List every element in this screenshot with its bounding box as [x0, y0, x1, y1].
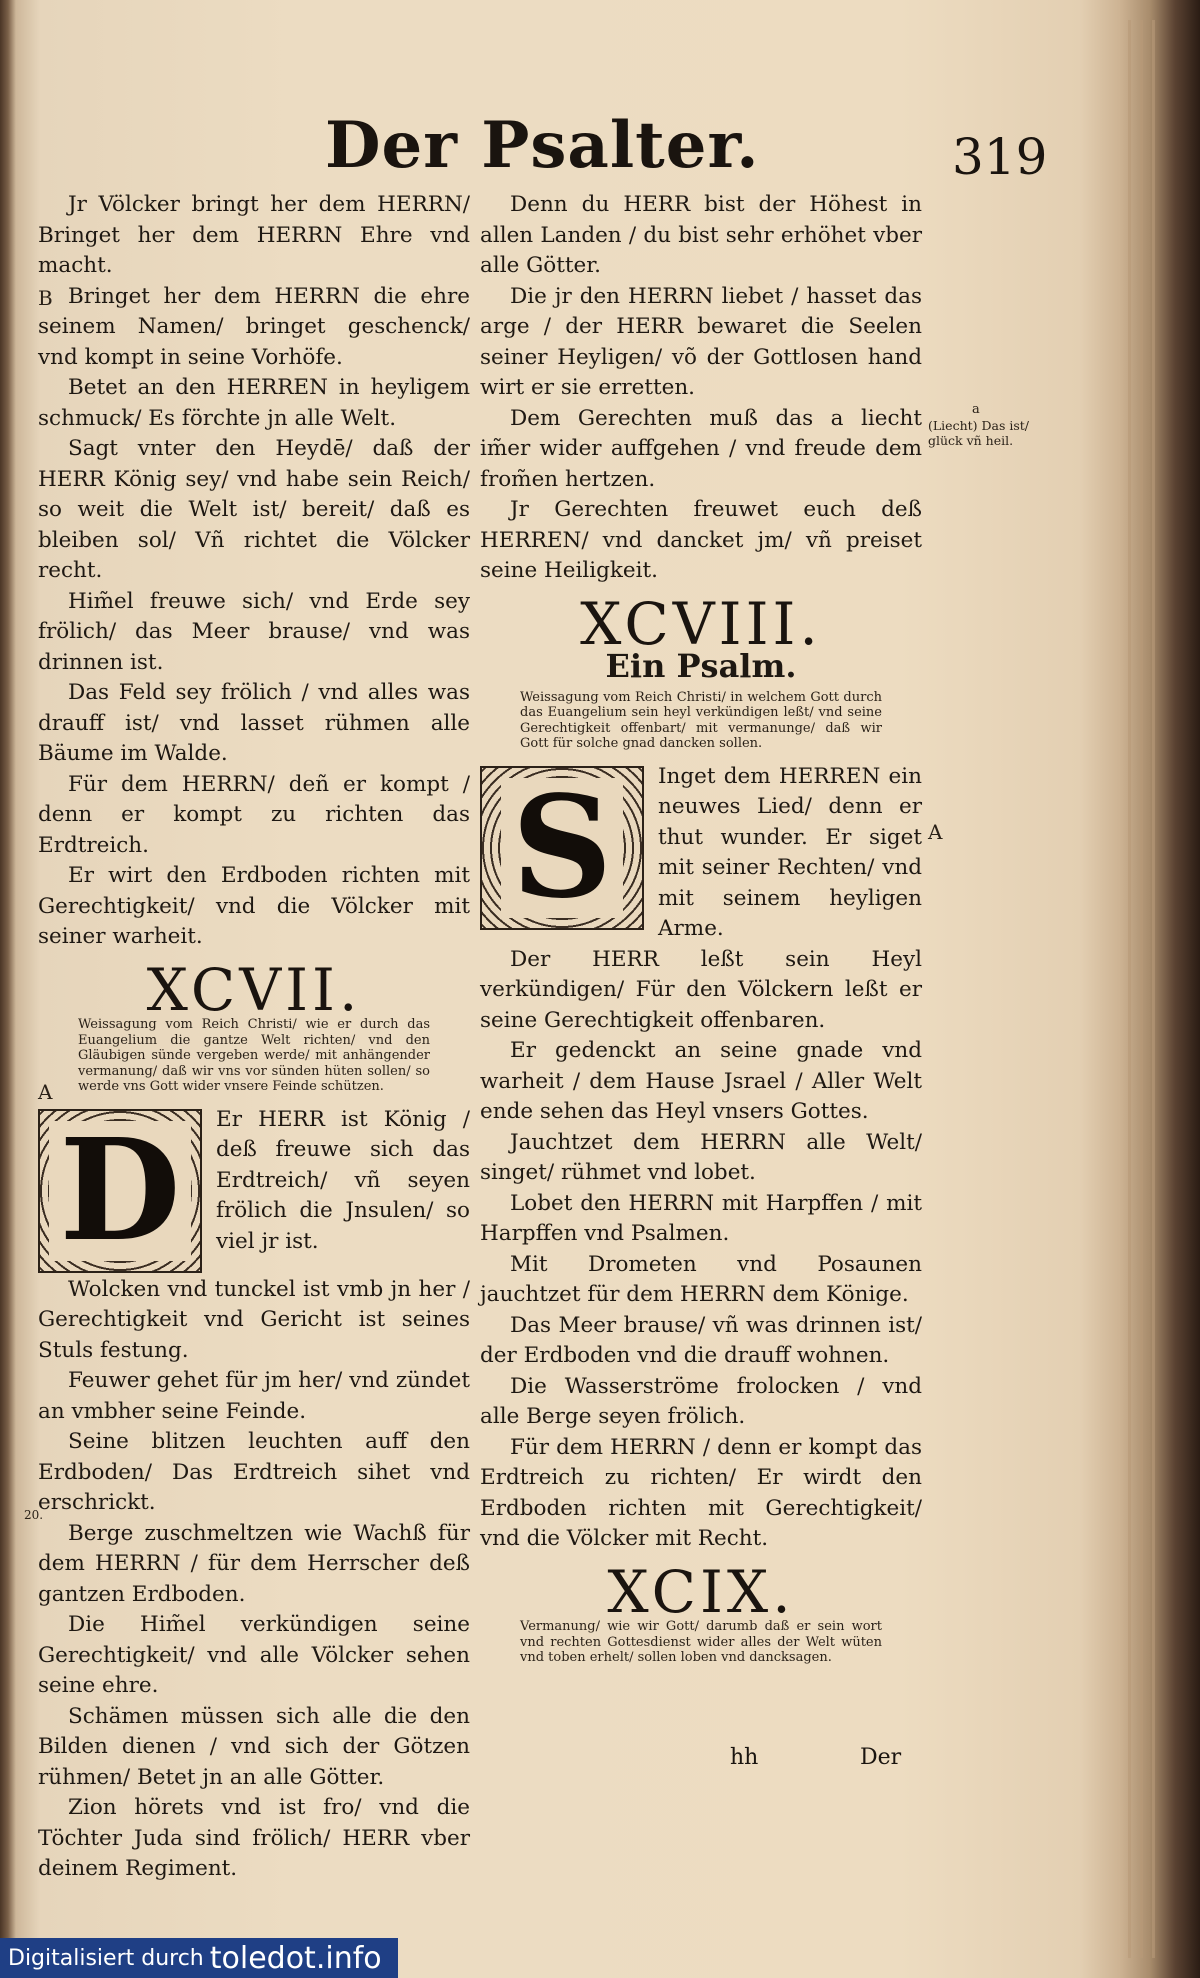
verse-paragraph: Zion hörets vnd ist fro/ vnd die Töchter Juda sind frölich/ HERR vber deinem Regiment. — [38, 1795, 470, 1881]
margin-note: (Liecht) Das ist/ glück vñ heil. — [928, 418, 1030, 448]
psalm-98-summary: Weissagung vom Reich Christi/ in welchem Gott durch das Euangelium sein heyl verkündigen leßt/ vnd seine Gerechtigkeit offenbart/ mit vermanunge/ daß wir Gott für solche gnad dancken sollen. — [520, 689, 882, 751]
psalm-number-98: XCVIII. — [580, 589, 822, 658]
verse-paragraph: Dem Gerechten muß das a liecht im̃er wider auffgehen / vnd freude dem from̃en hertzen. — [480, 405, 922, 492]
running-title: Der Psalter. — [325, 108, 760, 183]
psalm-number-97: XCVII. — [146, 955, 362, 1024]
page-number: 319 — [952, 128, 1048, 186]
verse-paragraph: Für dem HERRN / denn er kompt das Erdtreich zu richten/ Er wirdt den Erdboden richten mit Gerechtigkeit/ vnd die Völcker mit Recht. — [480, 1434, 922, 1551]
page-edge — [1140, 20, 1143, 1958]
decorated-initial-s: S — [480, 766, 644, 930]
psalm-98-first-verse: Inget dem HERREN ein neuwes Lied/ denn er thut wunder. Er siget mit seiner Rechten/ vnd mit seinem heyligen Arme. — [658, 763, 922, 941]
verse-paragraph: Die Wasserströme frolocken / vnd alle Berge seyen frölich. — [480, 1373, 922, 1429]
verse-paragraph: Bringet her dem HERRN die ehre seinem Namen/ bringet geschenck/ vnd kompt in seine Vorhöfe. — [38, 283, 470, 370]
psalm-98-opening — [480, 762, 922, 945]
psalm-97-summary: Weissagung vom Reich Christi/ wie er durch das Euangelium die gantze Welt richten/ vnd den Gläubigen sünde vergeben werde/ mit anhängender vermanung/ daß wir vns vor sünden hüten sollen/ so werde vns Gott wider vnsere Feinde schützen. — [78, 1017, 430, 1094]
verse-paragraph: Denn du HERR bist der Höhest in allen Landen / du bist sehr erhöhet vber alle Götter. — [480, 192, 922, 278]
verse-paragraph: Für dem HERRN/ deñ er kompt / denn er kompt zu richten das Erdtreich. — [38, 771, 470, 858]
digitization-banner[interactable] — [0, 1938, 398, 1978]
psalm-number-99: XCIX. — [607, 1557, 795, 1626]
verse-paragraph: Jr Gerechten freuwet euch deß HERREN/ vnd dancket jm/ vñ preiset seine Heiligkeit. — [480, 497, 922, 583]
right-column — [480, 190, 922, 1676]
banner-label: Digitalisiert durch — [8, 1945, 204, 1971]
verse-paragraph: Sagt vnter den Heydē/ daß der HERR König sey/ vnd habe sein Reich/ so weit die Welt ist/ bereit/ daß es bleiben sol/ Vñ richtet die Völcker recht. — [38, 436, 470, 583]
verse-paragraph: Feuwer gehet für jm her/ vnd zündet an vmbher seine Feinde. — [38, 1368, 470, 1424]
psalm-97-opening — [38, 1105, 470, 1273]
psalm-97-first-verse: Er HERR ist König / deß freuwe sich das Erdtreich/ vñ seyen frölich die Jnsulen/ so viel jr ist. — [216, 1106, 470, 1254]
verse-paragraph: Die Him̃el verkündigen seine Gerechtigkeit/ vnd alle Völcker sehen seine ehre. — [38, 1612, 470, 1698]
margin-note-marker: a — [972, 402, 980, 417]
verse-paragraph: Seine blitzen leuchten auff den Erdboden/ Das Erdtreich sihet vnd erschrickt. — [38, 1429, 470, 1515]
page-edge — [1152, 20, 1155, 1958]
margin-number-20: 20. — [24, 1508, 44, 1522]
verse-paragraph: Schämen müssen sich alle die den Bilden dienen / vnd sich der Götzen rühmen/ Betet jn an alle Götter. — [38, 1703, 470, 1790]
verse-paragraph: Jr Völcker bringt her dem HERRN/ Bringet her dem HERRN Ehre vnd macht. — [38, 192, 470, 278]
verse-paragraph: Das Feld sey frölich / vnd alles was drauff ist/ vnd lasset rühmen alle Bäume im Walde. — [38, 680, 470, 766]
margin-letter-a-right: A — [928, 820, 943, 844]
right-top-text — [480, 190, 922, 587]
verse-paragraph: Er gedenckt an seine gnade vnd warheit / dem Hause Jsrael / Aller Welt ende sehen das Heyl vnsers Gottes. — [480, 1038, 922, 1124]
psalm-98-heading: Ein Psalm. — [605, 647, 797, 685]
verse-paragraph: Mit Drometen vnd Posaunen jauchtzet für dem HERRN dem Könige. — [480, 1251, 922, 1307]
margin-letter-b: B — [38, 286, 53, 310]
verse-paragraph: Jauchtzet dem HERRN alle Welt/ singet/ rühmet vnd lobet. — [480, 1129, 922, 1185]
catchword: Der — [860, 1745, 902, 1770]
verse-paragraph: Die jr den HERRN liebet / hasset das arge / der HERR bewaret die Seelen seiner Heyligen/ võ der Gottlosen hand wirt er sie erretten. — [480, 283, 922, 400]
psalm-99-summary: Vermanung/ wie wir Gott/ darumb daß er sein wort vnd rechten Gottesdienst wider alles der Welt wüten vnd toben erhelt/ sollen loben vnd dancksagen. — [520, 1619, 882, 1665]
verse-paragraph: Lobet den HERRN mit Harpffen / mit Harpffen vnd Psalmen. — [480, 1190, 922, 1246]
margin-letter-a-left: A — [38, 1080, 53, 1104]
verse-paragraph: Er wirt den Erdboden richten mit Gerechtigkeit/ vnd die Völcker mit seiner warheit. — [38, 863, 470, 949]
page-edge — [1128, 20, 1131, 1958]
left-bottom-text — [38, 1275, 470, 1885]
left-column — [38, 190, 470, 1885]
signature-mark: hh — [730, 1745, 759, 1770]
left-top-text — [38, 190, 470, 953]
banner-site-link[interactable]: toledot.info — [209, 1940, 382, 1976]
verse-paragraph: Wolcken vnd tunckel ist vmb jn her / Gerechtigkeit vnd Gericht ist seines Stuls festung. — [38, 1276, 470, 1363]
verse-paragraph: Betet an den HERREN in heyligem schmuck/ Es förchte jn alle Welt. — [38, 375, 470, 431]
decorated-initial-d: D — [38, 1109, 202, 1273]
verse-paragraph: Him̃el freuwe sich/ vnd Erde sey frölich/ das Meer brause/ vnd was drinnen ist. — [38, 588, 470, 675]
verse-paragraph: Der HERR leßt sein Heyl verkündigen/ Für den Völckern leßt er seine Gerechtigkeit offenbaren. — [480, 946, 922, 1033]
right-bottom-text — [480, 945, 922, 1555]
verse-paragraph: Das Meer brause/ vñ was drinnen ist/ der Erdboden vnd die drauff wohnen. — [480, 1312, 922, 1368]
verse-paragraph: Berge zuschmeltzen wie Wachß für dem HERRN / für dem Herrscher deß gantzen Erdboden. — [38, 1520, 470, 1607]
